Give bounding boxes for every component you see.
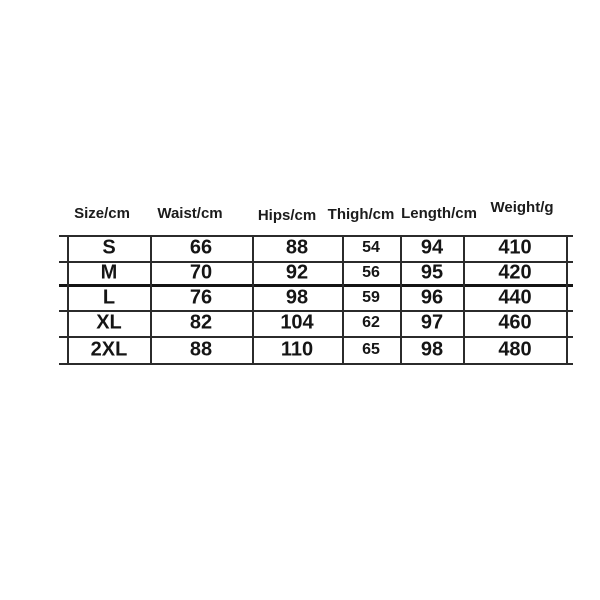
table-bottom-border xyxy=(59,363,573,365)
table-cell: 82 xyxy=(189,311,213,334)
column-header-thigh: Thigh/cm xyxy=(327,206,395,223)
table-cell: 98 xyxy=(285,286,309,309)
table-cell: 56 xyxy=(362,264,380,281)
table-top-border xyxy=(59,235,573,237)
table-cell: 110 xyxy=(280,338,314,361)
table-cell: 88 xyxy=(285,236,309,259)
table-cell: 98 xyxy=(420,338,444,361)
column-header-waist: Waist/cm xyxy=(157,205,223,222)
table-cell: XL xyxy=(96,311,122,334)
table-cell: 70 xyxy=(189,261,213,284)
column-divider-line xyxy=(252,235,254,365)
table-cell: 62 xyxy=(362,314,380,331)
table-cell: 92 xyxy=(285,261,309,284)
row-divider-line xyxy=(59,336,573,338)
row-divider-line xyxy=(59,310,573,312)
table-cell: 54 xyxy=(362,239,380,256)
table-cell: 410 xyxy=(498,236,532,259)
table-cell: 97 xyxy=(420,311,444,334)
size-chart-table xyxy=(57,192,577,377)
table-cell: 76 xyxy=(189,286,213,309)
table-cell: 104 xyxy=(280,311,314,334)
column-header-length: Length/cm xyxy=(401,205,477,222)
table-cell: 2XL xyxy=(90,338,128,361)
column-divider-line xyxy=(342,235,344,365)
table-cell: 420 xyxy=(498,261,532,284)
column-header-size: Size/cm xyxy=(74,205,130,222)
table-cell: 440 xyxy=(498,286,532,309)
table-cell: 95 xyxy=(420,261,444,284)
column-header-weight: Weight/g xyxy=(490,199,554,216)
column-divider-line xyxy=(463,235,465,365)
table-cell: 59 xyxy=(362,289,380,306)
table-cell: 65 xyxy=(362,341,380,358)
table-cell: 88 xyxy=(189,338,213,361)
table-cell: L xyxy=(102,286,116,309)
table-left-border xyxy=(67,235,69,365)
table-cell: M xyxy=(100,261,118,284)
table-cell: 480 xyxy=(498,338,532,361)
table-cell: 66 xyxy=(189,236,213,259)
column-divider-line xyxy=(150,235,152,365)
column-divider-line xyxy=(400,235,402,365)
table-cell: 460 xyxy=(498,311,532,334)
row-divider-line xyxy=(59,261,573,263)
row-divider-line-thick xyxy=(59,284,573,287)
table-cell: S xyxy=(102,236,116,259)
table-cell: 96 xyxy=(420,286,444,309)
column-header-hips: Hips/cm xyxy=(257,207,317,224)
table-right-border xyxy=(566,235,568,365)
table-cell: 94 xyxy=(420,236,444,259)
